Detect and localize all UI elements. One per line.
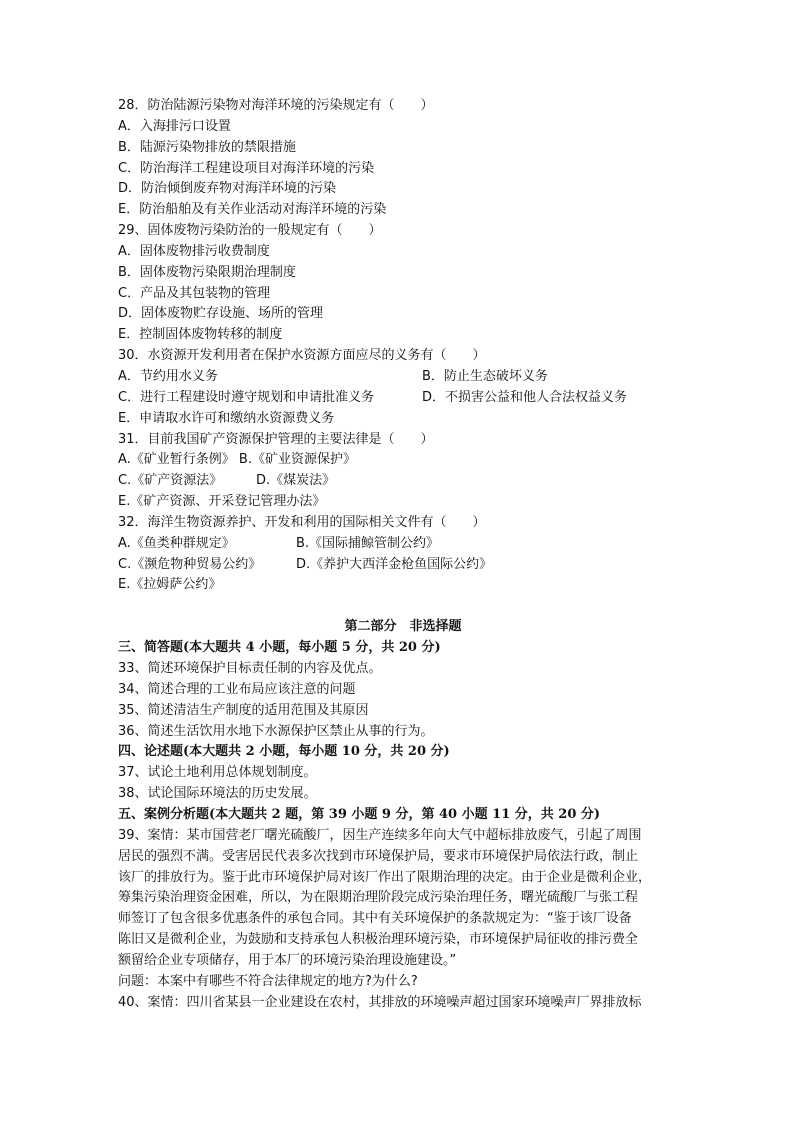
q32-row-cd [118,555,688,576]
q39-line-6: 陈旧又是微利企业，为鼓励和支持承包人积极治理环境污染，市环境保护局征收的排污费全 [118,932,639,948]
q39-line-7: 额留给企业专项储存，用于本厂的环境污染治理设施建设。” [118,952,457,968]
q30-option-b: B．防止生态破坏义务 [422,368,548,384]
exam-page [118,96,688,1013]
q30-option-c: C．进行工程建设时遵守规划和申请批准义务 [118,389,375,405]
q36: 36、简述生活饮用水地下水源保护区禁止从事的行为。 [118,723,434,739]
q30-row-cd [118,388,688,409]
q39-line-5: 师签订了包含很多优惠条件的承包合同。其中有关环境保护的条款规定为：“鉴于该厂设备 [118,911,632,927]
q28-option-e: E．防治船舶及有关作业活动对海洋环境的污染 [118,202,387,218]
q31-option-d: D.《煤炭法》 [256,473,336,489]
q28-option-b: B．陆源污染物排放的禁限措施 [118,139,296,155]
part2-title: 第二部分 非选择题 [344,619,462,635]
q30-row-ab [118,367,688,388]
q31-stem: 31．目前我国矿产资源保护管理的主要法律是（ ） [118,431,434,447]
q29-option-e: E．控制固体废物转移的制度 [118,327,283,343]
q39-line-2: 居民的强烈不满。受害居民代表多次找到市环境保护局，要求市环境保护局依法行政，制止 [118,848,639,864]
q29-option-a: A．固体废物排污收费制度 [118,243,270,259]
q30-option-e: E．申请取水许可和缴纳水资源费义务 [118,410,335,426]
q31-row-cd [118,471,688,492]
q29-option-b: B．固体废物污染限期治理制度 [118,264,296,280]
section4-heading: 四、论述题(本大题共 2 小题，每小题 10 分，共 20 分) [118,744,450,760]
q39-line-4: 筹集污染治理资金困难，所以，为在限期治理阶段完成污染治理任务，曙光硫酸厂与张工程 [118,890,639,906]
q32-row-ab [118,534,688,555]
q35: 35、简述清洁生产制度的适用范围及其原因 [118,702,369,718]
q30-option-a: A．节约用水义务 [118,368,218,384]
q38: 38、试论国际环境法的历史发展。 [118,786,317,802]
q39-question: 问题：本案中有哪些不符合法律规定的地方?为什么? [118,973,418,989]
q32-stem: 32．海洋生物资源养护、开发和利用的国际相关文件有（ ） [118,514,486,530]
q28-option-d: D．防治倾倒废弃物对海洋环境的污染 [118,181,337,197]
q28-stem: 28．防治陆源污染物对海洋环境的污染规定有（ ） [118,98,434,113]
q32-option-d: D.《养护大西洋金枪鱼国际公约》 [296,556,493,572]
q32-option-b: B.《国际捕鲸管制公约》 [296,535,440,551]
q28-option-a: A．入海排污口设置 [118,118,231,134]
q32-option-c: C.《濒危物种贸易公约》 [118,556,262,572]
q31-option-e: E.《矿产资源、开采登记管理办法》 [118,494,326,510]
q39-line-3: 该厂的排放行为。鉴于此市环境保护局对该厂作出了限期治理的决定。由于企业是微利企业， [118,869,652,885]
q37: 37、试论土地利用总体规划制度。 [118,765,317,781]
q30-stem: 30．水资源开发利用者在保护水资源方面应尽的义务有（ ） [118,348,486,364]
q29-option-c: C．产品及其包装物的管理 [118,285,271,301]
q31-option-ab: A.《矿业暂行条例》 B.《矿业资源保护》 [118,452,356,468]
q39-line-1: 39、案情：某市国营老厂曙光硫酸厂，因生产连续多年向大气中超标排放废气，引起了周围 [118,827,642,843]
q32-option-e: E.《拉姆萨公约》 [118,577,222,593]
q29-stem: 29、固体废物污染防治的一般规定有（ ） [118,223,382,239]
section5-heading: 五、案例分析题(本大题共 2 题，第 39 小题 9 分，第 40 小题 11 分，共 20 分) [118,807,601,822]
q31-option-c: C.《矿产资源法》 [118,473,223,489]
q30-option-d: D．不损害公益和他人合法权益义务 [422,389,628,405]
q32-option-a: A.《鱼类种群规定》 [118,535,235,551]
q33: 33、简述环境保护目标责任制的内容及优点。 [118,661,382,677]
spacer [118,596,688,616]
q29-option-d: D．固体废物贮存设施、场所的管理 [118,306,324,322]
q28-option-c: C．防治海洋工程建设项目对海洋环境的污染 [118,160,375,176]
q40-line-1: 40、案情：四川省某县一企业建设在农村，其排放的环境噪声超过国家环境噪声厂界排放标 [118,994,642,1010]
q34: 34、简述合理的工业布局应该注意的问题 [118,681,356,697]
section3-heading: 三、简答题(本大题共 4 小题，每小题 5 分，共 20 分) [118,640,441,656]
